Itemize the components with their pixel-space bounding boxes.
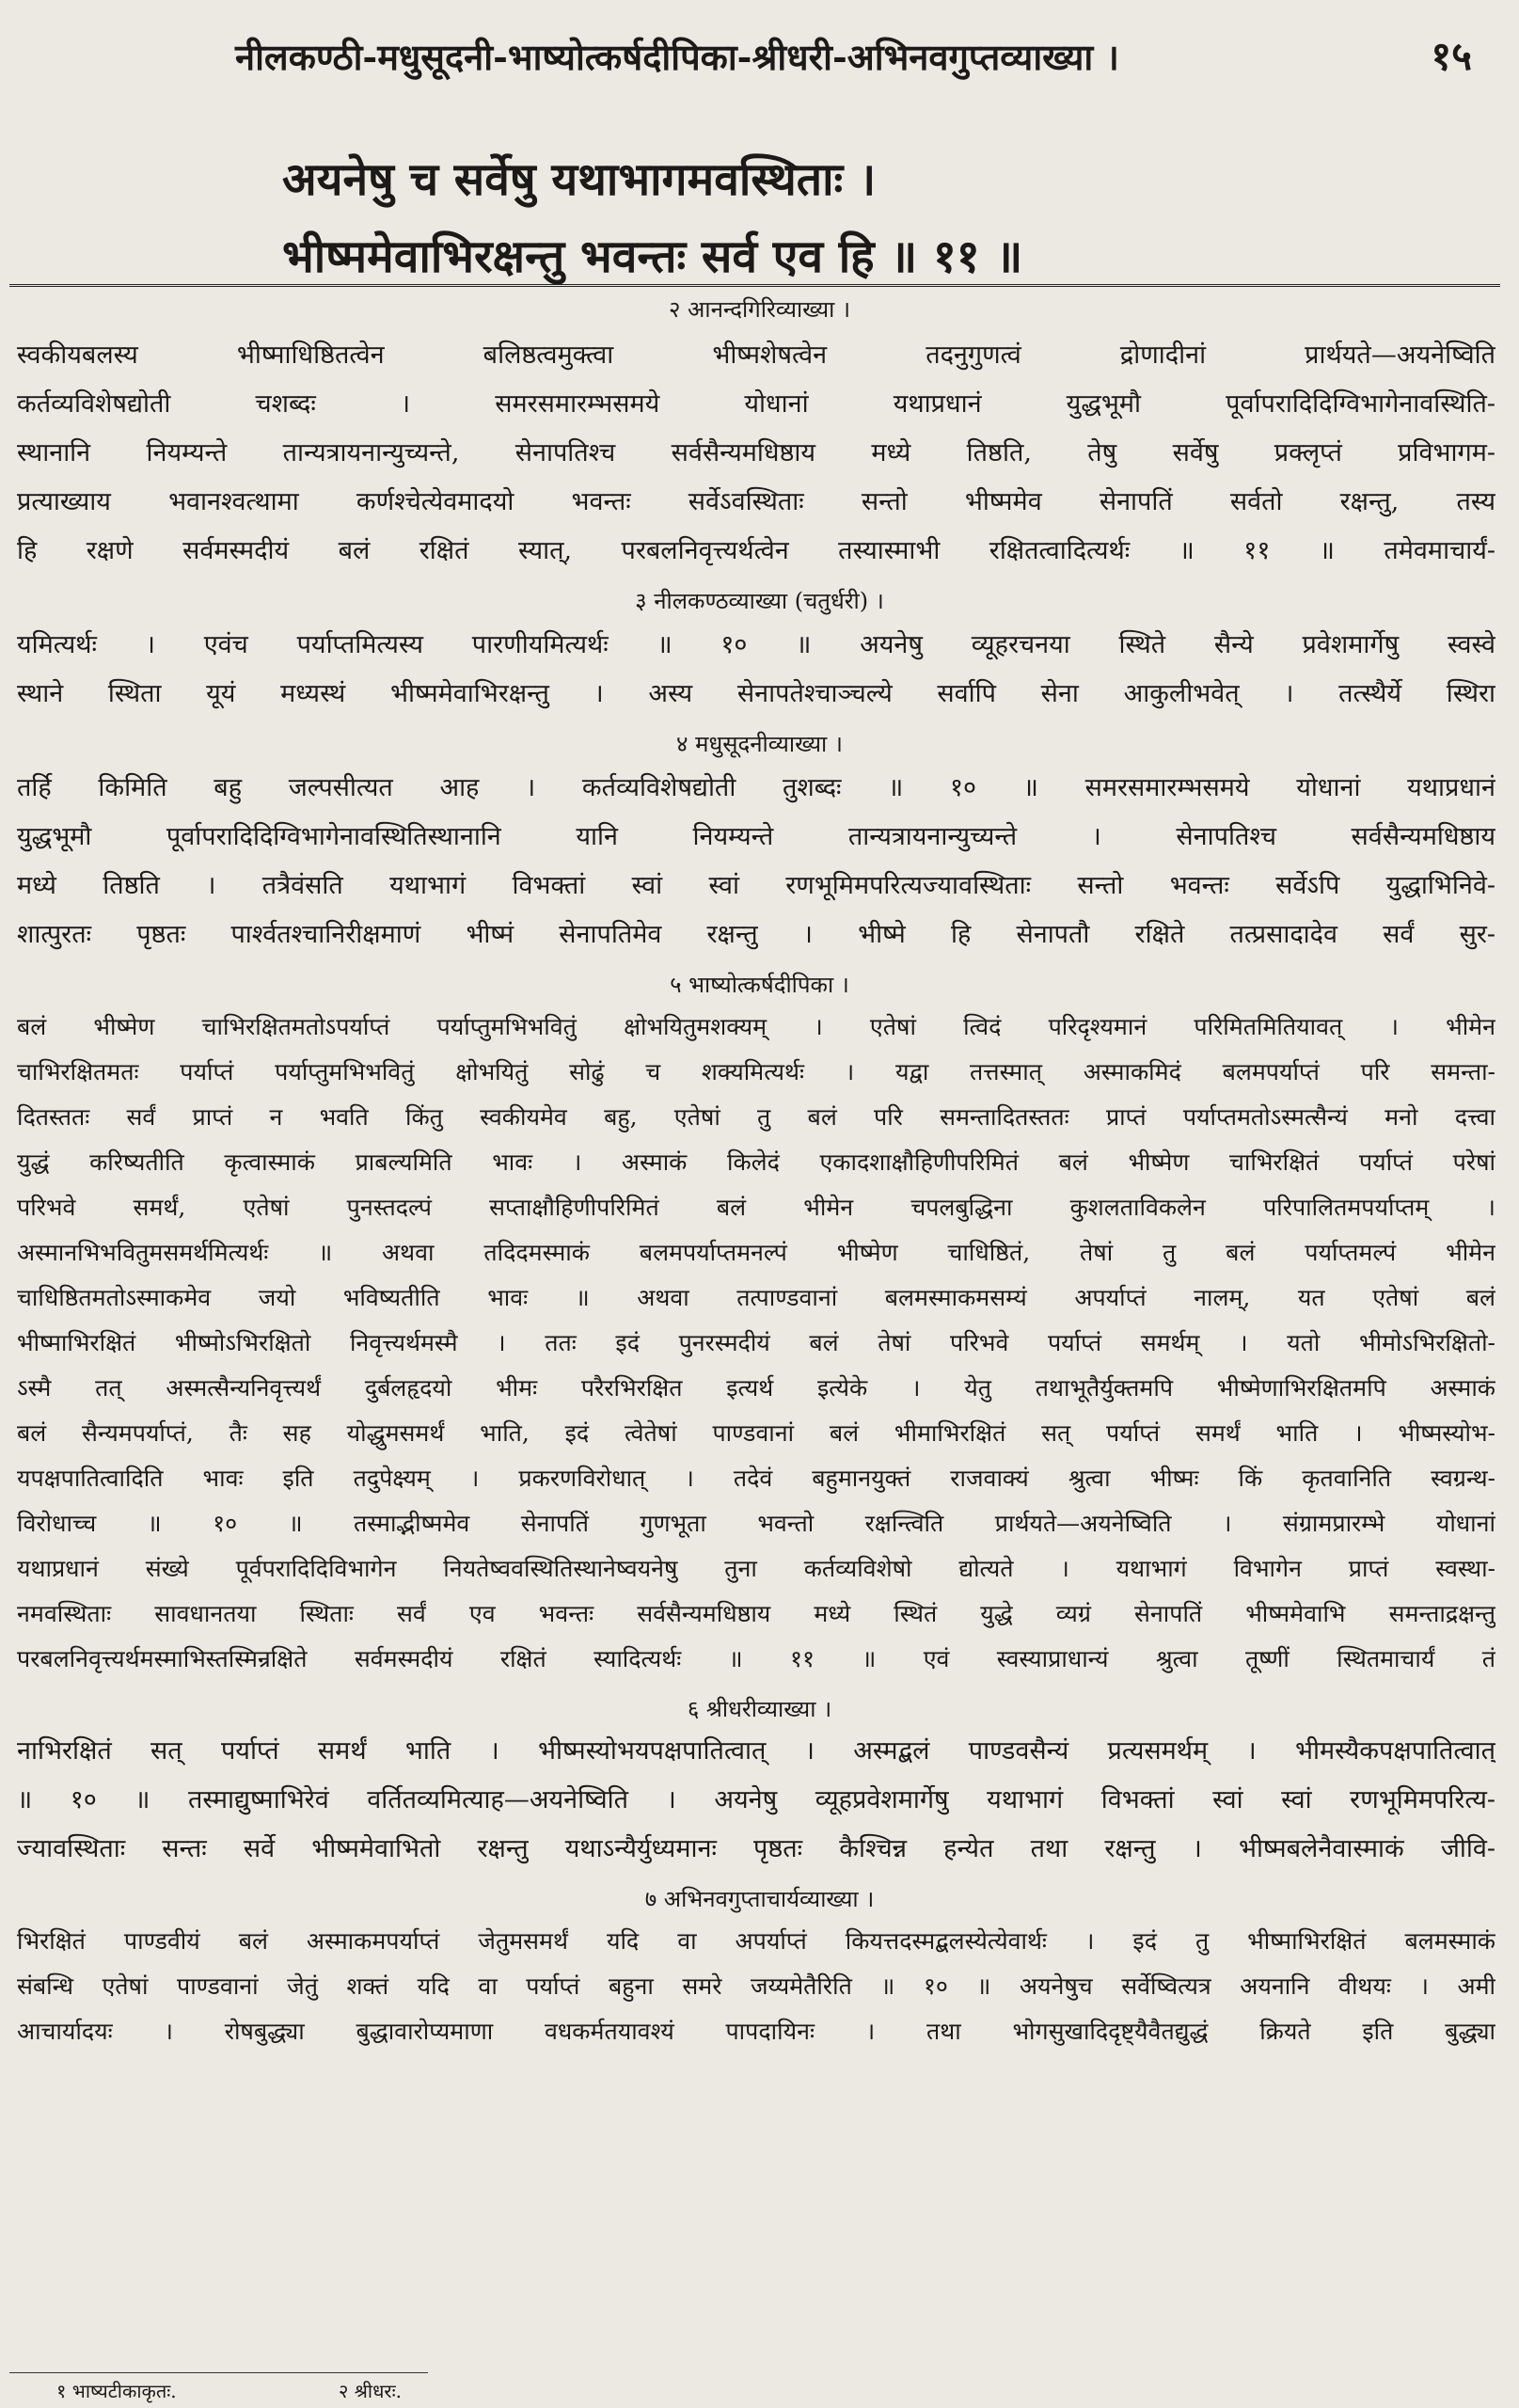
section-heading-abhinavagupta: ७ अभिनवगुप्ताचार्यव्याख्या । (644, 1886, 875, 1912)
text-line: ज्यावस्थिताः सन्तः सर्वे भीष्ममेवाभितो रक्षन्तु यथाऽन्यैर्युध्यमानः पृष्ठतः कैश्चिन्न हन्येत तथा रक्षन्तु । भीष्मबलेनैवास्माकं जीवि- (17, 1834, 1495, 1863)
text-line: ऽस्मै तत् अस्मत्सैन्यनिवृत्त्यर्थं दुर्बलहृदयो भीमः परैरभिरक्षित इत्यर्थ इत्येके । येतु तथाभूतैर्युक्तमपि भीष्मेणाभिरक्षितमपि अस्माकं (17, 1374, 1495, 1402)
text-line: शात्पुरतः पृष्ठतः पार्श्वतश्चानिरीक्षमाणं भीष्मं सेनापतिमेव रक्षन्तु । भीष्मे हि सेनापतौ रक्षिते तत्प्रसादादेव सर्वं सुर- (17, 920, 1495, 949)
text-line: भिरक्षितं पाण्डवीयं बलं अस्माकमपर्याप्तं जेतुमसमर्थं यदि वा अपर्याप्तं कियत्तदस्मद्बलस्येत्येवार्थः । इदं तु भीष्माभिरक्षितं बलमस्माकं (17, 1927, 1495, 1955)
verse-block (282, 141, 1317, 295)
text-line: यथाप्रधानं संख्ये पूर्वपरादिदिविभागेन नियतेष्ववस्थितिस्थानेष्वयनेषु तुना कर्तव्यविशेषो द्योत्यते । यथाभागं विभागेन प्राप्तं स्वस्था- (17, 1555, 1495, 1582)
text-line: तर्हि किमिति बहु जल्पसीत्यत आह । कर्तव्यविशेषद्योती तुशब्दः ॥ १० ॥ समरसमारम्भसमये योधानां यथाप्रधानं (17, 773, 1495, 802)
text-line: ॥ १० ॥ तस्माद्युष्माभिरेवं वर्तितव्यमित्याह—अयनेष्विति । अयनेषु व्यूहप्रवेशमार्गेषु यथाभागं विभक्तां स्वां स्वां रणभूमिमपरित्य- (17, 1785, 1495, 1814)
text-line: स्थानानि नियम्यन्ते तान्यत्रायनान्युच्यन्ते, सेनापतिश्च सर्वसैन्यमधिष्ठाय मध्ये तिष्ठति, तेषु सर्वेषु प्रक्लृप्तं प्रविभागम- (17, 438, 1495, 467)
section-heading-shridhari: ६ श्रीधरीव्याख्या । (687, 1696, 832, 1722)
page-header (0, 19, 1519, 98)
text-line: परबलनिवृत्त्यर्थमस्माभिस्तस्मिन्रक्षिते सर्वमस्मदीयं रक्षितं स्यादित्यर्थः ॥ ११ ॥ एवं स्वस्याप्राधान्यं श्रुत्वा तूष्णीं स्थितमाचार्यं तं (17, 1645, 1495, 1672)
text-line: युद्धभूमौ पूर्वापरादिदिग्विभागेनावस्थितिस्थानानि यानि नियम्यन्ते तान्यत्रायनान्युच्यन्ते । सेनापतिश्च सर्वसैन्यमधिष्ठाय (17, 822, 1495, 851)
text-line: यमित्यर्थः । एवंच पर्याप्तमित्यस्य पारणीयमित्यर्थः ॥ १० ॥ अयनेषु व्यूहरचनया स्थिते सैन्ये प्रवेशमार्गेषु स्वस्वे (17, 630, 1495, 659)
text-line: विरोधाच्च ॥ १० ॥ तस्माद्भीष्ममेव सेनापतिं गुणभूता भवन्तो रक्षन्त्विति प्रार्थयते—अयनेष्विति । संग्रामप्रारम्भे योधानां (17, 1510, 1495, 1537)
section-heading-anandagiri: २ आनन्दगिरिव्याख्या । (668, 296, 851, 323)
text-line: कर्तव्यविशेषद्योती चशब्दः । समरसमारम्भसमये योधानां यथाप्रधानं युद्धभूमौ पूर्वापरादिदिग्विभागेनावस्थिति- (17, 389, 1495, 419)
section-heading-madhusudani: ४ मधुसूदनीव्याख्या । (676, 731, 843, 757)
text-line: आचार्यादयः । रोषबुद्ध्या बुद्धावारोप्यमाणा वधकर्मतयावश्यं पापदायिनः । तथा भोगसुखादिदृष्ट्यैवैतद्युद्धं क्रियते इति बुद्ध्या (17, 2018, 1495, 2045)
text-line: बलं भीष्मेण चाभिरक्षितमतोऽपर्याप्तं पर्याप्तुमभिभवितुं क्षोभयितुमशक्यम् । एतेषां त्विदं परिदृश्यमानं परिमितमितियावत् । भीमेन (17, 1013, 1495, 1040)
text-line: यपक्षपातित्वादिति भावः इति तदुपेक्ष्यम् । प्रकरणविरोधात् । तदेवं बहुमानयुक्तं राजवाक्यं श्रुत्वा भीष्मः किं कृतवानिति स्वग्रन्थ- (17, 1465, 1495, 1492)
running-title: नीलकण्ठी-मधुसूदनी-भाष्योत्कर्षदीपिका-श्रीधरी-अभिनवगुप्तव्याख्या । (235, 36, 1119, 78)
text-line: युद्धं करिष्यतीति कृत्वास्माकं प्राबल्यमिति भावः । अस्माकं किलेदं एकादशाक्षौहिणीपरिमितं बलं भीष्मेण चाभिरक्षितं पर्याप्तं परेषां (17, 1149, 1495, 1176)
verse-line-1: अयनेषु च सर्वेषु यथाभागमवस्थिताः । (282, 153, 877, 206)
verse-line-2: भीष्ममेवाभिरक्षन्तु भवन्तः सर्व एव हि ॥ ११ ॥ (282, 230, 1023, 283)
text-line: बलं सैन्यमपर्याप्तं, तैः सह योद्धुमसमर्थं भाति, इदं त्वेतेषां पाण्डवानां बलं भीमाभिरक्षितं सत् पर्याप्तं समर्थं भाति । भीष्मस्योभ- (17, 1419, 1495, 1447)
text-line: दितस्ततः सर्वं प्राप्तं न भवति किंतु स्वकीयमेव बहु, एतेषां तु बलं परि समन्तादितस्ततः प्राप्तं पर्याप्तमतोऽस्मत्सैन्यं मनो दत्त्वा (17, 1103, 1495, 1131)
footnote-divider (9, 2372, 428, 2373)
text-line: भीष्माभिरक्षितं भीष्मोऽभिरक्षितो निवृत्त्यर्थमस्मै । ततः इदं पुनरस्मदीयं बलं तेषां परिभवे पर्याप्तं समर्थम् । यतो भीमोऽभिरक्षितो- (17, 1329, 1495, 1356)
text-line: मध्ये तिष्ठति । तत्रैवंसति यथाभागं विभक्तां स्वां स्वां रणभूमिमपरित्यज्यावस्थिताः सन्तो भवन्तः सर्वेऽपि युद्धाभिनिवे- (17, 871, 1495, 900)
text-line: चाभिरक्षितमतः पर्याप्तं पर्याप्तुमभिभवितुं क्षोभयितुं सोढुं च शक्यमित्यर्थः । यद्वा तत्तस्मात् अस्माकमिदं बलमपर्याप्तं परि समन्ता- (17, 1058, 1495, 1085)
section-heading-nilakantha: ३ नीलकण्ठव्याख्या (चतुर्धरी) । (635, 588, 884, 614)
text-line: प्रत्याख्याय भवानश्वत्थामा कर्णश्चेत्येवमादयो भवन्तः सर्वेऽवस्थिताः सन्तो भीष्ममेव सेनापतिं सर्वतो रक्षन्तु, तस्य (17, 487, 1495, 516)
section-heading-bhashyotkarsha: ५ भाष्योत्कर्षदीपिका । (670, 972, 849, 998)
footnote-2: २ श्रीधरः. (339, 2380, 402, 2402)
text-line: स्वकीयबलस्य भीष्माधिष्ठितत्वेन बलिष्ठत्वमुक्त्वा भीष्मशेषत्वेन तदनुगुणत्वं द्रोणादीनां प्रार्थयते—अयनेष्विति (17, 341, 1495, 370)
text-line: संबन्धि एतेषां पाण्डवानां जेतुं शक्तं यदि वा पर्याप्तं बहुना समरे जय्यमेतैरिति ॥ १० ॥ अयनेषुच सर्वेष्वित्यत्र अयनानि वीथयः । अमी (17, 1972, 1495, 2000)
text-line: नमवस्थिताः सावधानतया स्थिताः सर्वं एव भवन्तः सर्वसैन्यमधिष्ठाय मध्ये स्थितं युद्धे व्यग्रं सेनापतिं भीष्ममेवाभि समन्ताद्रक्षन्तु (17, 1600, 1495, 1627)
footnote-1: १ भाष्यटीकाकृतः. (56, 2380, 177, 2402)
text-line: नाभिरक्षितं सत् पर्याप्तं समर्थं भाति । भीष्मस्योभयपक्षपातित्वात् । अस्मद्बलं पाण्डवसैन्यं प्रत्यसमर्थम् । भीमस्यैकपक्षपातित्वात् (17, 1736, 1495, 1766)
text-line: हि रक्षणे सर्वमस्मदीयं बलं रक्षितं स्यात्, परबलनिवृत्त्यर्थत्वेन तस्यास्माभी रक्षितत्वादित्यर्थः ॥ ११ ॥ तमेवमाचार्यं- (17, 536, 1495, 565)
text-line: अस्मानभिभवितुमसमर्थमित्यर्थः ॥ अथवा तदिदमस्माकं बलमपर्याप्तमनल्पं भीष्मेण चाधिष्ठितं, तेषां तु बलं पर्याप्तमल्पं भीमेन (17, 1239, 1495, 1266)
verse-divider (9, 284, 1500, 287)
page-number: १५ (1431, 33, 1472, 79)
text-line: चाधिष्ठितमतोऽस्माकमेव जयो भविष्यतीति भावः ॥ अथवा तत्पाण्डवानां बलमस्माकमसम्यं अपर्याप्तं नालम्, यत एतेषां बलं (17, 1284, 1495, 1311)
text-line: स्थाने स्थिता यूयं मध्यस्थं भीष्ममेवाभिरक्षन्तु । अस्य सेनापतेश्चाञ्चल्ये सर्वापि सेना आकुलीभवेत् । तत्स्थैर्ये स्थिरा (17, 679, 1495, 708)
text-line: परिभवे समर्थं, एतेषां पुनस्तदल्पं सप्ताक्षौहिणीपरिमितं बलं भीमेन चपलबुद्धिना कुशलताविकलेन परिपालितमपर्याप्तम् । (17, 1194, 1495, 1221)
